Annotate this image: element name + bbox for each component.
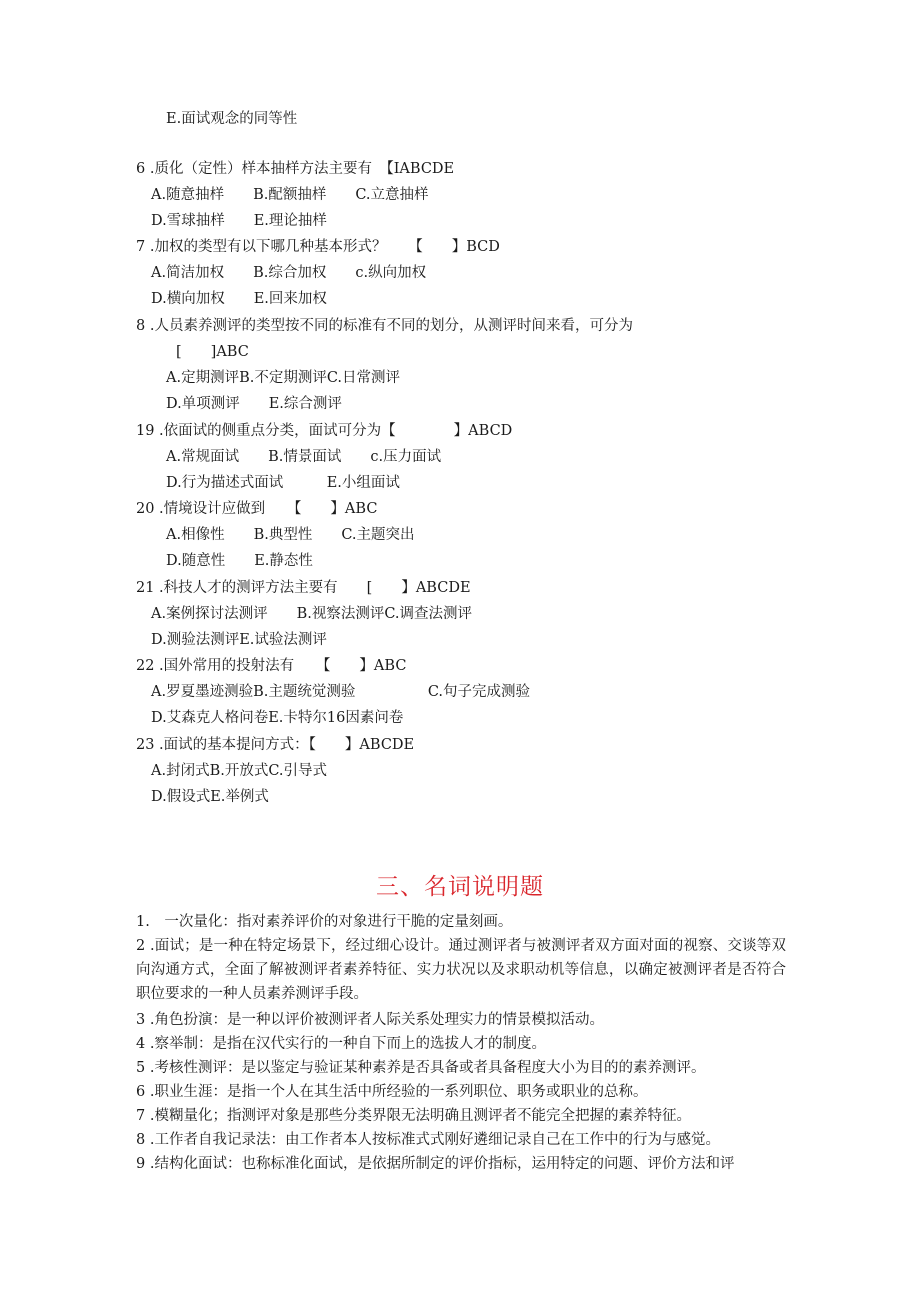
q19-stem: 19 .依面试的侧重点分类，面试可分为【 】ABCD bbox=[136, 423, 513, 439]
q22-options-a-c: A.罗夏墨迹测验B.主题统觉测验 C.句子完成测验 bbox=[151, 684, 531, 700]
q21-stem: 21 .科技人才的测评方法主要有 [ 】ABCDE bbox=[136, 580, 471, 596]
q8-stem: 8 .人员素养测评的类型按不同的标准有不同的划分，从测评时间来看，可分为 bbox=[136, 318, 633, 334]
q7-options-a-c: A.简洁加权 B.综合加权 c.纵向加权 bbox=[151, 265, 427, 281]
q6-options-a-c: A.随意抽样 B.配额抽样 C.立意抽样 bbox=[151, 187, 429, 203]
q8-options-d-e: D.单项测评 E.综合测评 bbox=[166, 396, 342, 412]
section-title: 三、名词说明题 bbox=[376, 874, 544, 900]
q20-options-a-c: A.相像性 B.典型性 C.主题突出 bbox=[166, 527, 415, 543]
q5-option-e: E.面试观念的同等性 bbox=[166, 111, 298, 127]
definition-item: 2 .面试；是一种在特定场景下，经过细心设计。通过测评者与被测评者双方面对面的视察、交谈等双向沟通方式，全面了解被测评者素养特征、实力状况以及求职动机等信息，以确定被测评者是否符合职位要求的一种人员素养测评手段。 bbox=[136, 938, 786, 1002]
q8-answer: [ ]ABC bbox=[176, 344, 249, 360]
q7-stem: 7 .加权的类型有以下哪几种基本形式？ 【 】BCD bbox=[136, 239, 500, 255]
definition-item: 1. 一次量化：指对素养评价的对象进行干脆的定量刻画。 bbox=[136, 914, 513, 930]
q6-options-d-e: D.雪球抽样 E.理论抽样 bbox=[151, 213, 327, 229]
definition-item: 7 .模糊量化；指测评对象是那些分类界限无法明确且测评者不能完全把握的素养特征。 bbox=[136, 1108, 691, 1124]
q8-options-a-c: A.定期测评B.不定期测评C.日常测评 bbox=[166, 370, 401, 386]
definition-item: 9 .结构化面试：也称标准化面试，是依据所制定的评价指标，运用特定的问题、评价方法和评 bbox=[136, 1156, 735, 1172]
q23-options-d-e: D.假设式E.举例式 bbox=[151, 789, 269, 805]
q21-options-d-e: D.测验法测评E.试验法测评 bbox=[151, 632, 327, 648]
definition-item: 6 .职业生涯：是指一个人在其生活中所经验的一系列职位、职务或职业的总称。 bbox=[136, 1084, 648, 1100]
q6-stem: 6 .质化（定性）样本抽样方法主要有 【IABCDE bbox=[136, 161, 455, 177]
q7-options-d-e: D.横向加权 E.回来加权 bbox=[151, 291, 327, 307]
definition-item: 5 .考核性测评：是以鉴定与验证某种素养是否具备或者具备程度大小为目的的素养测评。 bbox=[136, 1060, 706, 1076]
q20-options-d-e: D.随意性 E.静态性 bbox=[166, 553, 313, 569]
definition-item: 4 .察举制：是指在汉代实行的一种自下而上的选拔人才的制度。 bbox=[136, 1036, 546, 1052]
definition-item: 8 .工作者自我记录法：由工作者本人按标准式式刚好遴细记录自己在工作中的行为与感觉。 bbox=[136, 1132, 720, 1148]
q19-options-d-e: D.行为描述式面试 E.小组面试 bbox=[166, 475, 400, 491]
q23-stem: 23 .面试的基本提问方式：【 】ABCDE bbox=[136, 737, 415, 753]
definition-item: 3 .角色扮演：是一种以评价被测评者人际关系处理实力的情景模拟活动。 bbox=[136, 1012, 604, 1028]
q21-options-a-c: A.案例探讨法测评 B.视察法测评C.调查法测评 bbox=[151, 606, 473, 622]
q20-stem: 20 .情境设计应做到 【 】ABC bbox=[136, 501, 378, 517]
q23-options-a-c: A.封闭式B.开放式C.引导式 bbox=[151, 763, 328, 779]
q19-options-a-c: A.常规面试 B.情景面试 c.压力面试 bbox=[166, 449, 442, 465]
q22-stem: 22 .国外常用的投射法有 【 】ABC bbox=[136, 658, 407, 674]
q22-options-d-e: D.艾森克人格问卷E.卡特尔16因素问卷 bbox=[151, 710, 404, 726]
